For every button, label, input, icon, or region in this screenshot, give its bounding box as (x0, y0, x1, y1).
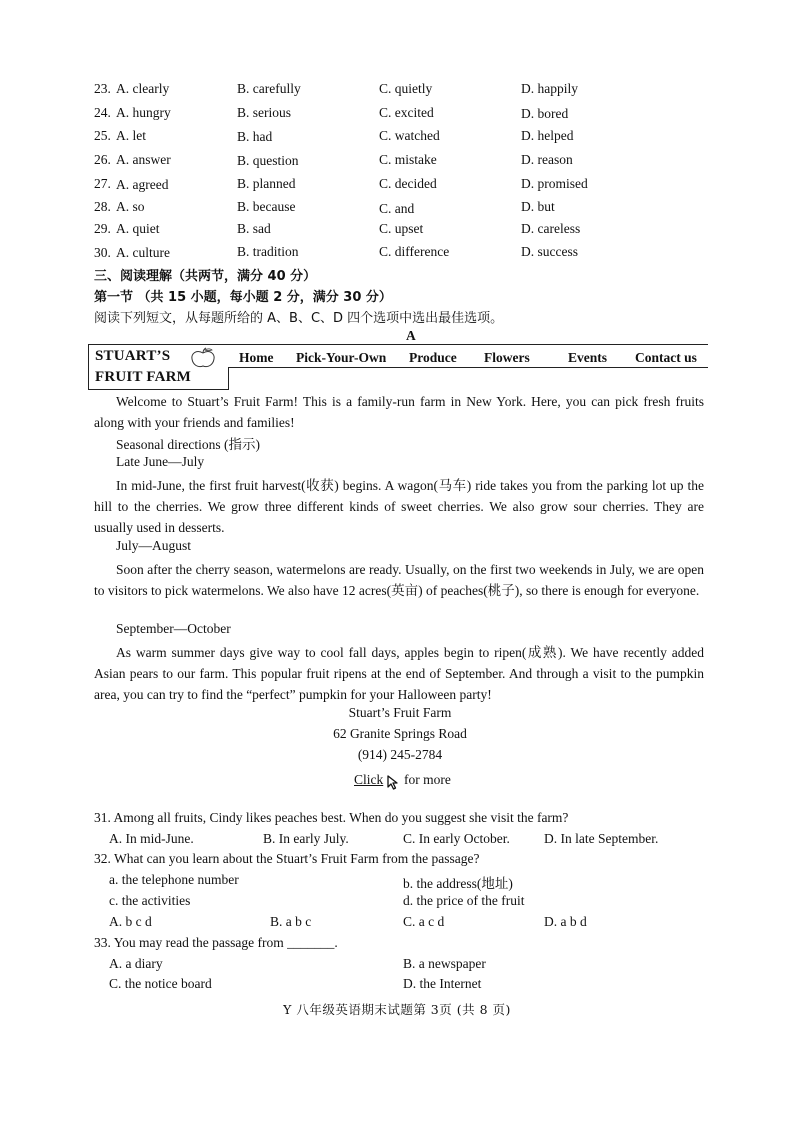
option-num: 26. (94, 152, 111, 167)
option-d: D. happily (521, 81, 578, 96)
option-d: D. helped (521, 128, 574, 143)
q33-option-b: B. a newspaper (403, 956, 486, 971)
season3-title: September—October (116, 621, 231, 636)
option-row-23 (94, 81, 734, 103)
option-c: C. watched (379, 128, 440, 143)
cursor-icon (385, 774, 401, 790)
q31-option-a: A. In mid-June. (109, 831, 194, 846)
option-a-text: A. let (116, 128, 146, 143)
q32-option-a: A. b c d (109, 914, 152, 929)
option-row-26 (94, 152, 734, 174)
option-b: B. tradition (237, 244, 299, 259)
q31-option-d: D. In late September. (544, 831, 659, 846)
option-d: D. bored (521, 106, 569, 121)
season1-text: In mid-June, the first fruit harvest(收获) begins. A wagon(马车) ride takes you from the parking lot up the hill to the cherries. We grow three different kinds of sweet cherries. We also grow sour cherries. They are usually used in desserts. (94, 478, 704, 535)
option-num: 24. (94, 105, 111, 120)
option-a-text: A. clearly (116, 81, 170, 96)
option-b: B. planned (237, 176, 296, 191)
option-d: D. success (521, 244, 578, 259)
nav-events[interactable]: Events (568, 350, 608, 365)
question-33: 33. You may read the passage from _______. (94, 935, 338, 950)
option-a: 23. (94, 81, 111, 96)
q32-option-b: B. a b c (270, 914, 312, 929)
option-row-27 (94, 176, 734, 198)
option-c: C. quietly (379, 81, 433, 96)
farm-header (88, 344, 708, 390)
option-row-30 (94, 244, 734, 266)
question-32: 32. What can you learn about the Stuart’s Fruit Farm from the passage? (94, 851, 480, 866)
passage-label: A (406, 328, 416, 343)
option-b: B. question (237, 153, 299, 168)
section-part: 第一节 （共 15 小题，每小题 2 分，满分 30 分） (94, 290, 392, 305)
q32-item-a: a. the telephone number (109, 872, 239, 887)
option-c: C. mistake (379, 152, 437, 167)
apple-icon (190, 347, 216, 369)
q33-option-a: A. a diary (109, 956, 163, 971)
click-link-row (354, 768, 451, 788)
option-c: C. excited (379, 105, 434, 120)
contact-name: Stuart’s Fruit Farm (348, 705, 452, 720)
option-num: 28. (94, 199, 111, 214)
option-c: C. decided (379, 176, 437, 191)
passage-intro: Welcome to Stuart’s Fruit Farm! This is a family-run farm in New York. Here, you can pick fresh fruits along with your friends and families! (94, 394, 704, 430)
option-c: C. difference (379, 244, 450, 259)
season2-title: July—August (116, 538, 192, 553)
farm-name-line1: STUART’S (95, 348, 171, 364)
option-row-28 (94, 199, 734, 221)
section-title: 三、阅读理解（共两节，满分 40 分） (94, 269, 317, 284)
option-a-text: A. answer (116, 152, 171, 167)
option-b: B. had (237, 129, 273, 144)
q33-option-d: D. the Internet (403, 976, 482, 991)
q32-item-c: c. the activities (109, 893, 191, 908)
contact-address: 62 Granite Springs Road (333, 726, 467, 741)
option-d: D. careless (521, 221, 581, 236)
farm-name-line2: FRUIT FARM (95, 369, 192, 385)
option-num: 30. (94, 245, 111, 260)
season3-text: As warm summer days give way to cool fall days, apples begin to ripen(成熟). We have recently added Asian pears to our farm. This popular fruit ripens at the end of September. And through a visit to the pumpkin area, you can try to find the “perfect” pumpkin for your Halloween party! (94, 645, 704, 702)
q32-option-c: C. a c d (403, 914, 445, 929)
page-footer: Y 八年级英语期末试题第 3页 (共 8 页) (283, 1002, 511, 1017)
option-a-text: A. hungry (116, 105, 171, 120)
nav-home[interactable]: Home (239, 350, 274, 365)
question-31: 31. Among all fruits, Cindy likes peaches best. When do you suggest she visit the farm? (94, 810, 569, 825)
nav-flowers[interactable]: Flowers (484, 350, 530, 365)
option-num: 29. (94, 221, 111, 236)
click-suffix: for more (404, 772, 451, 787)
nav-pick-your-own[interactable]: Pick-Your-Own (296, 350, 387, 365)
section-instruction: 阅读下列短文，从每题所给的 A、B、C、D 四个选项中选出最佳选项。 (94, 311, 504, 326)
option-a-text: A. so (116, 199, 145, 214)
option-row-25 (94, 128, 734, 150)
option-row-24 (94, 105, 734, 127)
directions-title: Seasonal directions (指示) (116, 437, 260, 452)
option-b: B. carefully (237, 81, 301, 96)
option-num: 27. (94, 176, 111, 191)
option-c: C. and (379, 201, 415, 216)
option-a-text: A. quiet (116, 221, 160, 236)
contact-phone: (914) 245-2784 (357, 747, 443, 762)
season2-text: Soon after the cherry season, watermelons are ready. Usually, on the first two weekends in July, we are open to visitors to pick watermelons. We also have 12 acres(英亩) of peaches(桃子), so there is enough for everyone. (94, 562, 704, 598)
option-c: C. upset (379, 221, 424, 236)
option-b: B. serious (237, 105, 291, 120)
q31-option-c: C. In early October. (403, 831, 510, 846)
nav-produce[interactable]: Produce (409, 350, 457, 365)
q31-option-b: B. In early July. (263, 831, 349, 846)
q32-item-b: b. the address(地址) (403, 876, 513, 891)
option-b: B. because (237, 199, 296, 214)
option-a-text: A. culture (116, 245, 170, 260)
option-d: D. reason (521, 152, 573, 167)
nav-contact-us[interactable]: Contact us (635, 350, 697, 365)
q32-option-d: D. a b d (544, 914, 587, 929)
option-d: D. but (521, 199, 555, 214)
option-d: D. promised (521, 176, 588, 191)
q32-item-d: d. the price of the fruit (403, 893, 525, 908)
option-a-text: A. agreed (116, 177, 169, 192)
click-link[interactable]: Click (354, 772, 384, 787)
option-b: B. sad (237, 221, 271, 236)
q33-option-c: C. the notice board (109, 976, 212, 991)
season1-title: Late June—July (116, 454, 205, 469)
option-row-29 (94, 221, 734, 243)
option-num: 25. (94, 128, 111, 143)
